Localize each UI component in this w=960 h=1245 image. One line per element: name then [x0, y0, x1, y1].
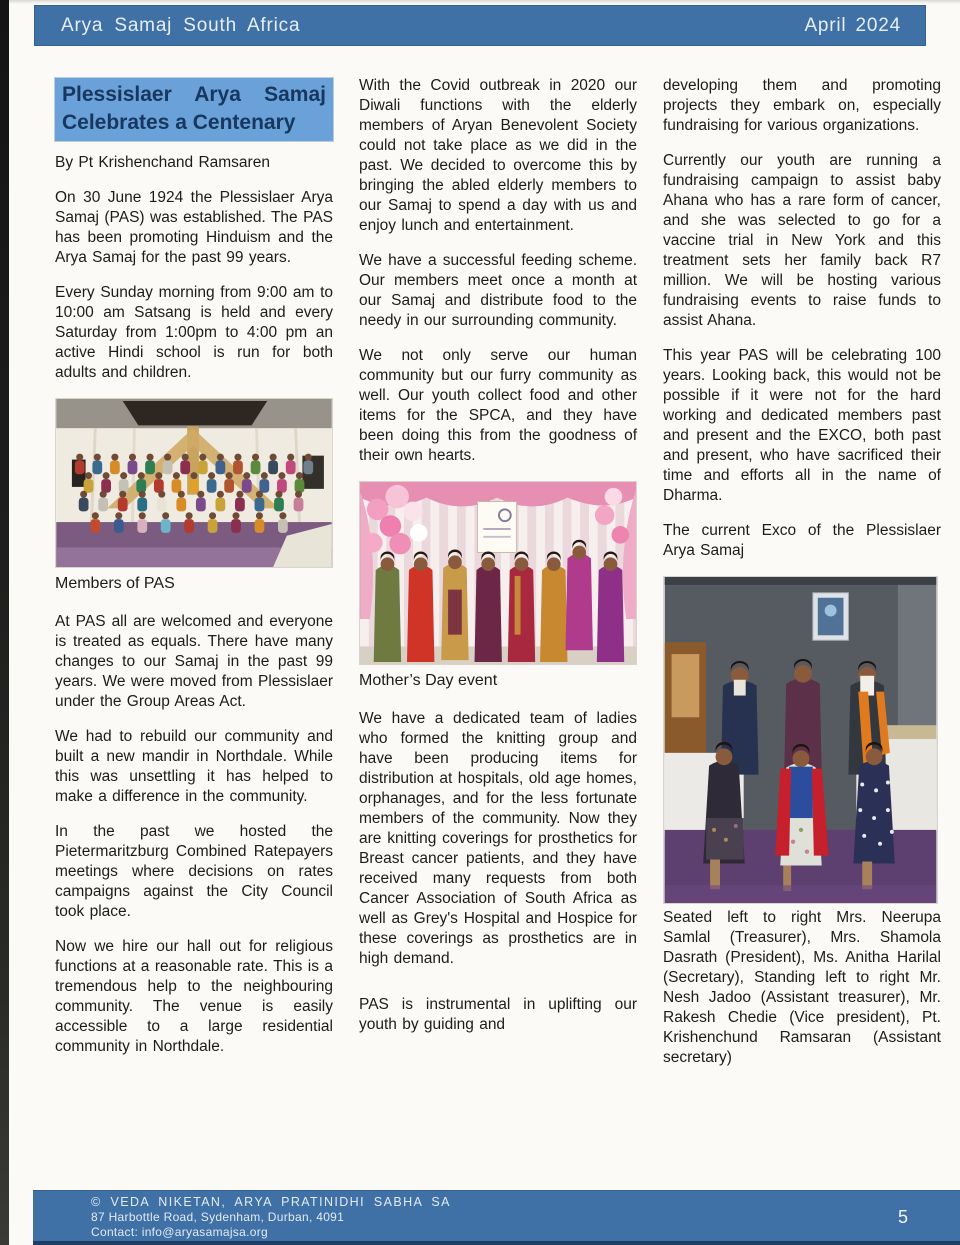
- newsletter-name: Arya Samaj South Africa: [61, 14, 301, 36]
- page-number: 5: [897, 1206, 908, 1227]
- header-bar: [34, 5, 926, 46]
- paragraph: With the Covid outbreak in 2020 our Diwali functions with the elderly members of Aryan Benevolent Society could not take place as we did in the past. We decided to overcome this by bringing the abled elderly members to our Samaj to spend a day with us and enjoy lunch and entertainment.: [359, 77, 637, 234]
- footer-bar: [33, 1190, 960, 1245]
- column-3: [663, 76, 941, 1083]
- paragraph: We have a dedicated team of ladies who formed the knitting group and have been producing items for distribution at hospitals, old age homes, orphanages, and for the less fortunate members of the community. Now they are knitting coverings for prosthetics for Breast cancer patients, and they have received many requests from both Cancer Association of South Africa as well as Grey's Hospital and Hospice for these coverings as prosthetics are in high demand.: [359, 709, 637, 967]
- footer-copyright: © VEDA NIKETAN, ARYA PRATINIDHI SABHA SA: [91, 1195, 451, 1209]
- paragraph: We had to rebuild our community and built a new mandir in Northdale. While this was unsettling it has helped to make a difference in the community.: [55, 728, 333, 806]
- paragraph: On 30 June 1924 the Plessislaer Arya Samaj (PAS) was established. The PAS has been promoting Hinduism and the Arya Samaj for the past 99 years.: [55, 189, 333, 267]
- mothers-day-photo: [359, 481, 637, 665]
- om-poster: [477, 501, 516, 552]
- article-body: [55, 76, 941, 1083]
- paragraph: The current Exco of the Plessislaer Arya Samaj: [663, 521, 941, 559]
- photo-caption: Members of PAS: [55, 575, 175, 593]
- photo-caption: Seated left to right Mrs. Neerupa Samlal (Treasurer), Mrs. Shamola Dasrath (President), Ms. Anitha Harilal (Secretary), Standing left to right Mr. Nesh Jadoo (Assistant treasurer), Mr. Rakesh Chedie (Vice president), Pt. Krishenchund Ramsaran (Assistant secretary): [663, 908, 941, 1066]
- exco-photo: [663, 576, 941, 904]
- paragraph: In the past we hosted the Pietermaritzburg Combined Ratepayers meetings where decisions on rates campaigns against the City Council took place.: [55, 823, 333, 921]
- column-1: [55, 76, 333, 1083]
- paragraph: At PAS all are welcomed and everyone is treated as equals. There have many changes to our Samaj in the past 99 years. We were moved from Plessislaer under the Group Areas Act.: [55, 613, 333, 711]
- scan-left-edge: [0, 0, 9, 1245]
- paragraph: This year PAS will be celebrating 100 years. Looking back, this would not be possible if it were not for the hard working and dedicated members past and present and the EXCO, both past and present, who have sacrificed their time and efforts all in the name of Dharma.: [663, 346, 941, 504]
- footer-text: [91, 1195, 451, 1239]
- paragraph: We have a successful feeding scheme. Our members meet once a month at our Samaj and distribute food to the needy in our surrounding community.: [359, 251, 637, 329]
- exco-photo-image: [663, 576, 938, 904]
- paragraph: developing them and promoting projects they embark on, especially fundraising for various organizations.: [663, 77, 941, 134]
- paragraph: Currently our youth are running a fundraising campaign to assist baby Ahana who has a rare form of cancer, and she was selected to go for a vaccine trial in New York and this treatment sets her family back R7 million. We will be hosting various fundraising events to raise funds to assist Ahana.: [663, 151, 941, 329]
- paragraph: PAS is instrumental in uplifting our youth by guiding and: [359, 995, 637, 1033]
- issue-date: April 2024: [804, 14, 901, 36]
- paragraph: We not only serve our human community but our furry community as well. Our youth collect food and other items for the SPCA, and they have been doing this from the goodness of their own hearts.: [359, 346, 637, 464]
- column-2: [359, 76, 637, 1083]
- scan-top-edge: [9, 0, 960, 4]
- paragraph: Every Sunday morning from 9:00 am to 10:00 am Satsang is held and every Saturday from 1:00pm to 4:00 pm an active Hindi school is run for both adults and children.: [55, 284, 333, 382]
- paragraph: Now we hire our hall out for religious functions at a reasonable rate. This is a tremendous help to the neighbouring community. The venue is easily accessible to a large residential community in Northdale.: [55, 938, 333, 1055]
- members-of-pas-photo: [55, 398, 333, 568]
- footer-contact: Contact: info@aryasamajsa.org: [91, 1225, 268, 1239]
- members-of-pas-photo-image: [55, 398, 333, 568]
- footer-address: 87 Harbottle Road, Sydenham, Durban, 4091: [91, 1210, 345, 1224]
- mothers-day-photo-image: [359, 481, 637, 665]
- article-byline: By Pt Krishenchand Ramsaren: [55, 154, 270, 172]
- photo-caption: Mother’s Day event: [359, 671, 498, 689]
- article-headline: Plessislaer Arya Samaj Celebrates a Centenary: [55, 78, 333, 141]
